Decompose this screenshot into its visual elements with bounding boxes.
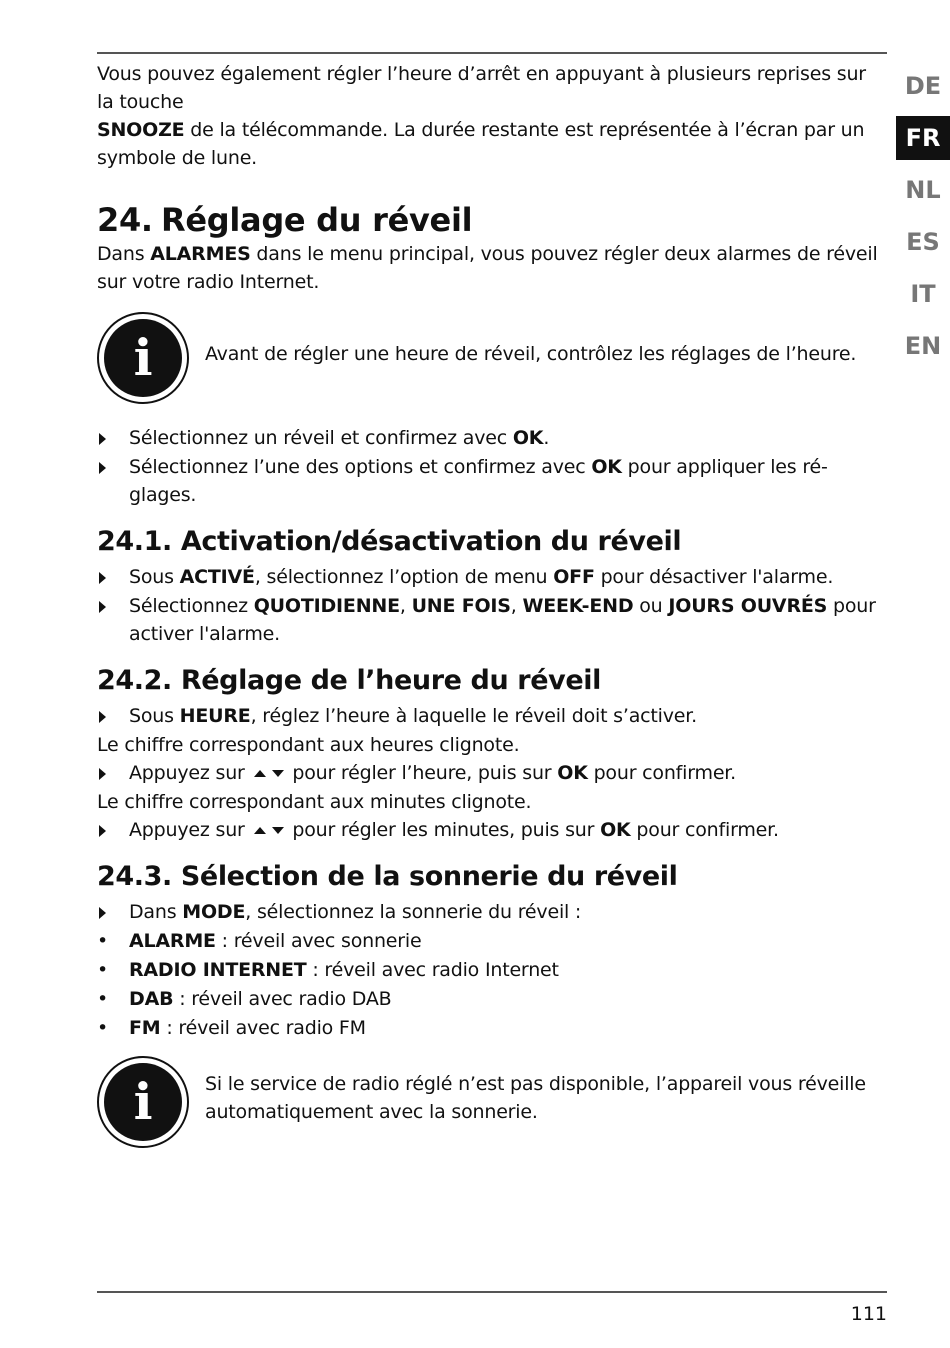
language-tab-nl[interactable]: NL xyxy=(905,176,941,204)
arrow-right-icon xyxy=(99,711,106,723)
info-icon: i xyxy=(97,1056,189,1148)
list-item: • ALARME : réveil avec sonnerie xyxy=(97,930,422,952)
minute-blink-note: Le chiffre correspondant aux minutes clignote. xyxy=(97,791,532,813)
section-24-paragraph: Dans ALARMES dans le menu principal, vous pouvez régler deux alarmes de réveil sur votre radio Internet. xyxy=(97,243,878,293)
arrow-up-icon xyxy=(254,827,266,834)
list-item: • FM : réveil avec radio FM xyxy=(97,1017,366,1039)
info-note: i Si le service de radio réglé n’est pas disponible, l’appareil vous réveille automatiquement avec la sonnerie. xyxy=(97,1056,887,1152)
list-item: Sélectionnez un réveil et confirmez avec OK. xyxy=(97,424,887,452)
arrow-right-icon xyxy=(99,462,106,474)
section-24-steps xyxy=(97,424,887,509)
language-tab-fr[interactable]: FR xyxy=(896,116,950,160)
page-content xyxy=(97,60,887,1152)
language-tab-de[interactable]: DE xyxy=(904,72,942,100)
arrow-right-icon xyxy=(99,825,106,837)
arrow-right-icon xyxy=(99,433,106,445)
info-icon: i xyxy=(97,312,189,404)
arrow-down-icon xyxy=(272,770,284,777)
language-tab-en[interactable]: EN xyxy=(904,332,942,360)
top-rule xyxy=(97,52,887,54)
language-tab-es[interactable]: ES xyxy=(906,228,940,256)
list-item: • RADIO INTERNET : réveil avec radio Internet xyxy=(97,959,559,981)
list-item: Sélectionnez l’une des options et confirmez avec OK pour appliquer les réglages. xyxy=(97,453,887,509)
arrow-right-icon xyxy=(99,601,106,613)
section-24-2-steps xyxy=(97,702,887,730)
list-item: Appuyez sur pour régler les minutes, puis sur OK pour confirmer. xyxy=(97,816,887,844)
section-24-1-steps xyxy=(97,563,887,648)
section-24-1-heading: 24.1. Activation/désactivation du réveil xyxy=(97,526,682,557)
arrow-up-icon xyxy=(254,770,266,777)
list-item: Dans MODE, sélectionnez la sonnerie du réveil : xyxy=(97,898,887,926)
page-number: 111 xyxy=(850,1303,887,1325)
list-item: Sous ACTIVÉ, sélectionnez l’option de menu OFF pour désactiver l'alarme. xyxy=(97,563,887,591)
language-tab-it[interactable]: IT xyxy=(910,280,936,308)
snooze-key: SNOOZE xyxy=(97,119,185,141)
list-item: • DAB : réveil avec radio DAB xyxy=(97,988,392,1010)
section-24-2-heading: 24.2. Réglage de l’heure du réveil xyxy=(97,665,601,696)
list-item: Appuyez sur pour régler l’heure, puis sur OK pour confirmer. xyxy=(97,759,887,787)
info-note: i Avant de régler une heure de réveil, contrôlez les réglages de l’heure. xyxy=(97,312,887,408)
section-24-3-heading: 24.3. Sélection de la sonnerie du réveil xyxy=(97,861,678,892)
hour-blink-note: Le chiffre correspondant aux heures clignote. xyxy=(97,734,520,756)
arrow-right-icon xyxy=(99,768,106,780)
list-item: Sous HEURE, réglez l’heure à laquelle le réveil doit s’activer. xyxy=(97,702,887,730)
arrow-right-icon xyxy=(99,572,106,584)
arrow-down-icon xyxy=(272,827,284,834)
intro-paragraph: Vous pouvez également régler l’heure d’arrêt en appuyant à plusieurs reprises sur la touche SNOOZE de la télécommande. La durée restante est représentée à l’écran par un symbole de lune. xyxy=(97,63,866,169)
section-24-heading: 24. Réglage du réveil xyxy=(97,201,473,239)
bottom-rule xyxy=(97,1291,887,1293)
ringtone-options xyxy=(97,927,887,1042)
arrow-right-icon xyxy=(99,907,106,919)
list-item: Sélectionnez QUOTIDIENNE, UNE FOIS, WEEK-END ou JOURS OUVRÉS pour activer l'alarme. xyxy=(97,592,887,648)
